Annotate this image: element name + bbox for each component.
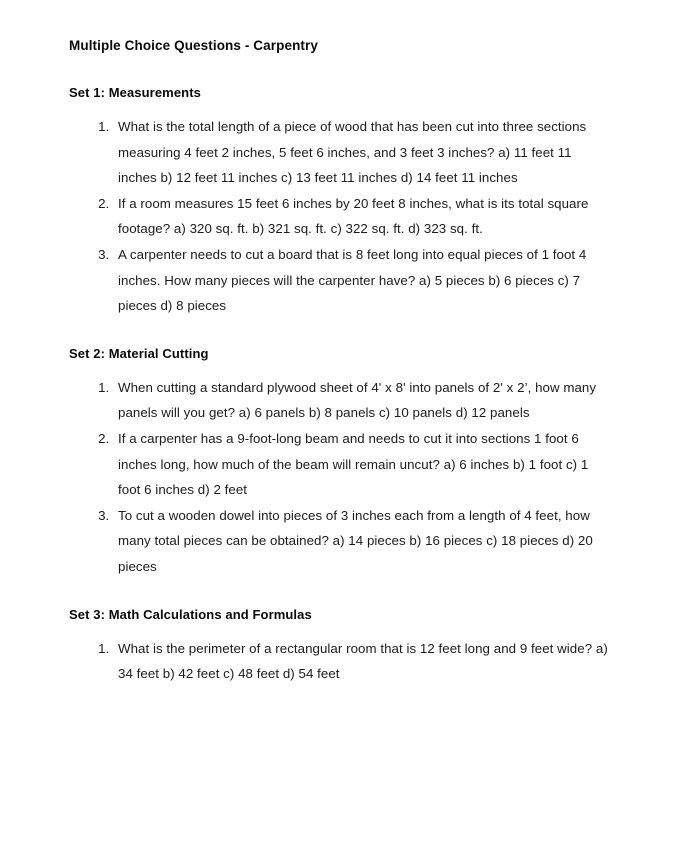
question-list-set-3: [69, 636, 612, 687]
section-set-2: [69, 345, 612, 580]
list-item: [113, 636, 612, 687]
list-item: [113, 191, 612, 242]
list-item: [113, 426, 612, 503]
question-text: A carpenter needs to cut a board that is 8 feet long into equal pieces of 1 foot 4 inches. How many pieces will the carpenter have? a) 5 pieces b) 6 pieces c) 7 pieces d) 8 pieces: [118, 246, 587, 314]
section-set-3: [69, 606, 612, 687]
question-text: If a room measures 15 feet 6 inches by 20 feet 8 inches, what is its total square footage? a) 320 sq. ft. b) 321 sq. ft. c) 322 sq. ft. d) 323 sq. ft.: [118, 195, 589, 237]
question-text: What is the perimeter of a rectangular room that is 12 feet long and 9 feet wide? a) 34 feet b) 42 feet c) 48 feet d) 54 feet: [118, 640, 608, 682]
question-list-set-2: [69, 375, 612, 580]
document-title: Multiple Choice Questions - Carpentry: [69, 38, 318, 53]
section-heading-set-1: Set 1: Measurements: [69, 85, 201, 100]
section-heading-set-3: Set 3: Math Calculations and Formulas: [69, 606, 312, 622]
section-set-1: [69, 84, 612, 319]
list-item: [113, 242, 612, 319]
question-text: When cutting a standard plywood sheet of 4' x 8' into panels of 2' x 2’, how many panels will you get? a) 6 panels b) 8 panels c) 10 panels d) 12 panels: [118, 379, 597, 421]
list-item: [113, 503, 612, 580]
question-text: If a carpenter has a 9-foot-long beam and needs to cut it into sections 1 foot 6 inches long, how much of the beam will remain uncut? a) 6 inches b) 1 foot c) 1 foot 6 inches d) 2 feet: [118, 430, 589, 498]
list-item: [113, 375, 612, 426]
question-list-set-1: [69, 114, 612, 319]
section-heading-set-2: Set 2: Material Cutting: [69, 345, 209, 361]
list-item: [113, 114, 612, 191]
question-text: To cut a wooden dowel into pieces of 3 inches each from a length of 4 feet, how many total pieces can be obtained? a) 14 pieces b) 16 pieces c) 18 pieces d) 20 pieces: [118, 507, 593, 574]
question-text: What is the total length of a piece of wood that has been cut into three sections measuring 4 feet 2 inches, 5 feet 6 inches, and 3 feet 3 inches? a) 11 feet 11 inches b) 12 feet 11 inches c) 13 feet 11 inches d) 14 feet 11 inches: [118, 119, 587, 186]
